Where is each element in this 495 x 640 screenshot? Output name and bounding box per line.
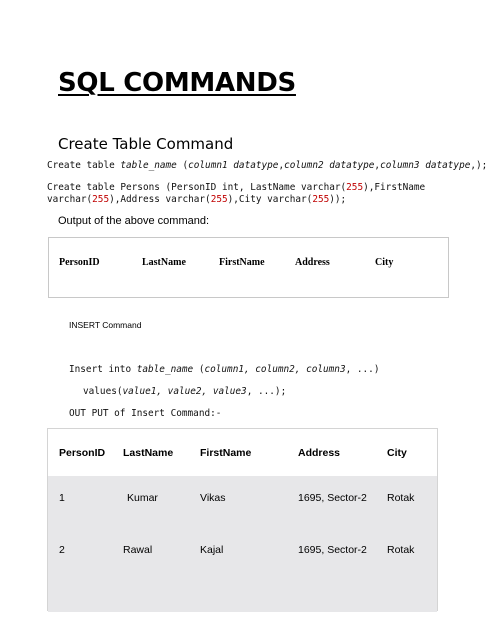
table-2-header-lastname: LastName (123, 447, 174, 459)
table-1-header-city: City (375, 257, 394, 268)
table-2-header-city: City (387, 447, 407, 459)
table-2-output (47, 428, 438, 611)
table-row (48, 476, 437, 544)
create-table-heading: Create Table Command (58, 135, 234, 153)
table-cell: 2 (59, 544, 65, 556)
output-label: Output of the above command: (58, 215, 210, 227)
create-table-example-line-1: Create table Persons (PersonID int, LastName varchar(255),FirstName (47, 182, 426, 193)
table-2-header-row (48, 429, 437, 476)
table-2-header-address: Address (298, 447, 341, 459)
create-table-example-line-2: varchar(255),Address varchar(255),City varchar(255)); (47, 194, 347, 205)
insert-syntax-line-2: values(value1, value2, value3, ...); (83, 386, 287, 397)
table-cell: Kumar (127, 492, 158, 504)
create-table-syntax: Create table table_name (column1 datatype,column2 datatype,column3 datatype,); (47, 160, 488, 171)
table-1-output (48, 237, 449, 298)
table-cell: Kajal (200, 544, 224, 556)
page-title: SQL COMMANDS (58, 68, 296, 98)
table-cell: Vikas (200, 492, 226, 504)
table-1-header-personid: PersonID (59, 257, 100, 268)
table-cell: Rotak (387, 492, 415, 504)
table-row (48, 544, 437, 612)
insert-heading: INSERT Command (69, 320, 142, 330)
insert-output-label: OUT PUT of Insert Command:- (69, 408, 222, 419)
table-cell: 1695, Sector-2 (298, 492, 367, 504)
table-2-header-personid: PersonID (59, 447, 106, 459)
table-1-header-lastname: LastName (142, 257, 186, 268)
table-cell: 1 (59, 492, 65, 504)
table-1-header-firstname: FirstName (219, 257, 265, 268)
table-cell: Rawal (123, 544, 153, 556)
table-cell: Rotak (387, 544, 415, 556)
insert-syntax-line-1: Insert into table_name (column1, column2, column3, ...) (69, 364, 380, 375)
table-cell: 1695, Sector-2 (298, 544, 367, 556)
table-1-header-address: Address (295, 257, 330, 268)
table-2-header-firstname: FirstName (200, 447, 252, 459)
